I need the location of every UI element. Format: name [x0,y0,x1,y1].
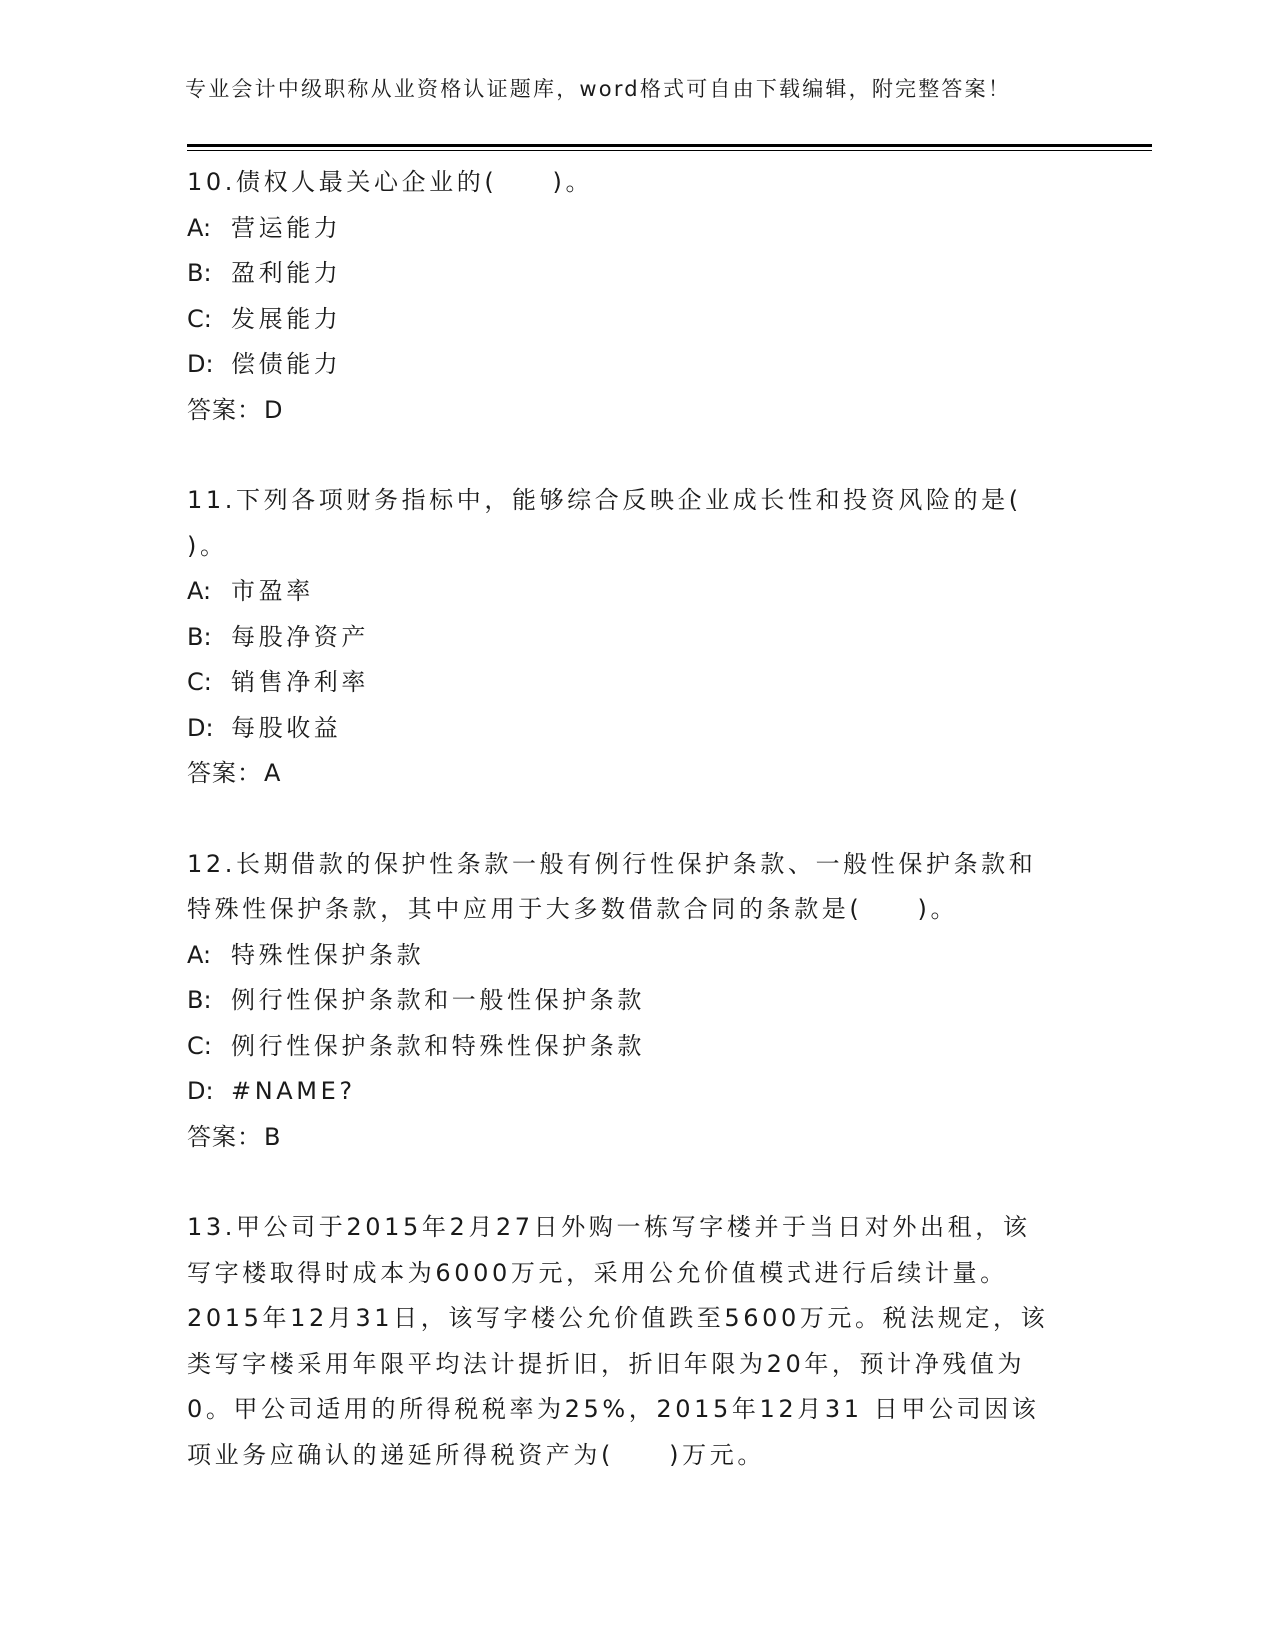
header-rule-thick [187,144,1152,147]
stem-line: 10.债权人最关心企业的( )。 [187,168,594,196]
option-text: 例行性保护条款和特殊性保护条款 [231,1031,645,1060]
option-d [187,706,1087,752]
option-d [187,1069,1087,1115]
question-12 [187,842,1087,1161]
option-letter: A: [187,213,212,242]
answer-label: 答案： [187,395,262,424]
stem-line: 11.下列各项财务指标中，能够综合反映企业成长性和投资风险的是( [187,486,1022,514]
stem-line: )。 [187,531,228,560]
option-text: 营运能力 [231,213,342,242]
stem-line: 13.甲公司于2015年2月27日外购一栋写字楼并于当日对外出租，该 [187,1213,1031,1241]
option-b [187,615,1087,661]
stem-line: 2015年12月31日，该写字楼公允价值跌至5600万元。税法规定，该 [187,1304,1049,1332]
option-letter: A: [187,940,212,969]
answer-value: A [264,759,282,787]
option-c [187,297,1087,343]
stem-line: 特殊性保护条款，其中应用于大多数借款合同的条款是( )。 [187,895,959,923]
question-list [187,160,1087,1523]
option-a [187,569,1087,615]
option-letter: C: [187,304,212,333]
option-letter: D: [187,1077,214,1105]
option-a [187,933,1087,979]
answer [187,1115,1087,1161]
option-letter: C: [187,1031,212,1060]
question-13 [187,1205,1087,1478]
question-11 [187,478,1087,797]
option-text: #NAME? [231,1077,356,1105]
answer-value: D [264,395,284,424]
answer [187,751,1087,797]
option-b [187,978,1087,1024]
option-letter: D: [187,350,214,378]
option-letter: D: [187,713,214,742]
header-rule-thin [187,150,1152,151]
answer-label: 答案： [187,1122,262,1151]
option-text: 每股净资产 [231,622,369,651]
question-stem [187,842,1087,933]
question-stem [187,478,1087,569]
stem-line: 0。甲公司适用的所得税税率为25%，2015年12月31 日甲公司因该 [187,1395,1040,1423]
option-text: 例行性保护条款和一般性保护条款 [231,986,645,1014]
option-letter: B: [187,986,212,1014]
stem-line: 12.长期借款的保护性条款一般有例行性保护条款、一般性保护条款和 [187,849,1037,878]
option-letter: B: [187,259,212,287]
stem-line: 类写字楼采用年限平均法计提折旧，折旧年限为20年，预计净残值为 [187,1349,1026,1378]
option-text: 销售净利率 [231,668,369,696]
stem-line: 写字楼取得时成本为6000万元，采用公允价值模式进行后续计量。 [187,1258,1008,1287]
option-text: 盈利能力 [231,259,342,287]
option-letter: B: [187,622,212,651]
option-c [187,1024,1087,1070]
option-text: 每股收益 [231,713,342,742]
answer-label: 答案： [187,759,262,787]
option-text: 市盈率 [231,577,314,605]
option-d [187,342,1087,388]
option-letter: C: [187,668,212,696]
question-10 [187,160,1087,433]
option-letter: A: [187,577,212,605]
option-text: 特殊性保护条款 [231,940,425,969]
option-c [187,660,1087,706]
option-text: 偿债能力 [231,350,342,378]
question-stem [187,1205,1087,1478]
option-a [187,206,1087,252]
answer [187,388,1087,434]
answer-value: B [264,1122,282,1151]
stem-line: 项业务应确认的递延所得税资产为( )万元。 [187,1440,765,1469]
page-header: 专业会计中级职称从业资格认证题库，word格式可自由下载编辑，附完整答案！ [185,77,1012,101]
question-stem [187,160,1087,206]
option-b [187,251,1087,297]
option-text: 发展能力 [231,304,342,333]
